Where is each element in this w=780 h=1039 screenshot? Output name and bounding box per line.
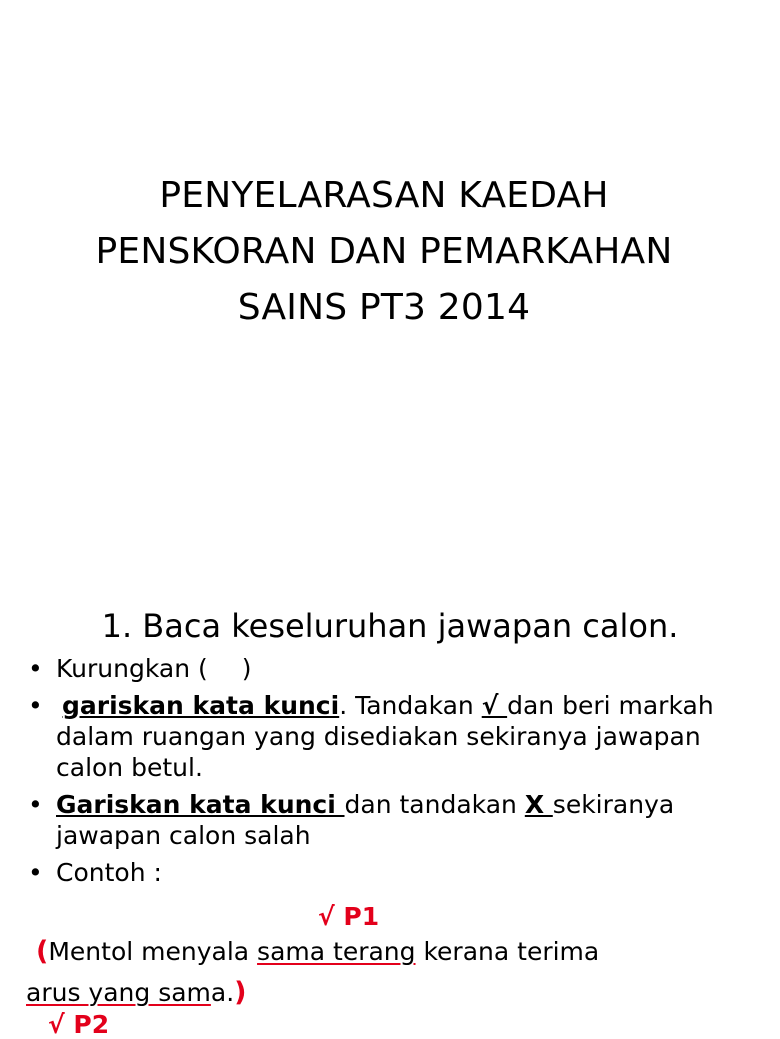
title-line-1: PENYELARASAN KAEDAH	[159, 175, 609, 216]
section-heading: 1. Baca keseluruhan jawapan calon.	[101, 607, 679, 645]
example-keyword-2: arus yang sam	[26, 978, 211, 1007]
bullet-garis-betul	[26, 690, 756, 783]
example-text-2: kerana terima	[415, 937, 600, 966]
kurungkan-close: )	[241, 654, 252, 683]
title-line-3: SAINS PT3 2014	[237, 287, 531, 328]
bullet-garis-salah	[26, 789, 756, 851]
mark-p2: √ P2	[48, 1010, 110, 1039]
example-text-1: Mentol menyala	[48, 937, 258, 966]
garis2-after: sekiranya jawapan calon salah	[56, 790, 675, 850]
bullet-kurungkan	[26, 653, 756, 684]
example-line-2	[26, 977, 247, 1009]
contoh-label: Contoh :	[56, 858, 162, 887]
mark-p1: √ P1	[318, 902, 380, 931]
keyword-underline-2: Gariskan kata kunci	[56, 790, 345, 819]
garis1-after: dan beri markah dalam ruangan yang disediakan sekiranya jawapan calon betul.	[56, 691, 714, 782]
tick-icon: √	[481, 691, 508, 720]
close-paren: )	[234, 977, 247, 1008]
title-line-2: PENSKORAN DAN PEMARKAHAN	[95, 231, 673, 272]
open-paren: (	[36, 936, 49, 967]
garis2-mid: dan tandakan	[344, 790, 525, 819]
example-keyword-1: sama terang	[257, 937, 416, 966]
slide-title	[0, 168, 768, 336]
example-text-3: a.	[210, 978, 235, 1007]
keyword-underline-1: gariskan kata kunci	[62, 691, 340, 720]
garis1-mid: . Tandakan	[339, 691, 482, 720]
instruction-list	[26, 653, 756, 894]
cross-mark-icon: X	[524, 790, 553, 819]
example-line-1	[36, 936, 599, 968]
kurungkan-text: Kurungkan (	[56, 654, 208, 683]
bullet-contoh	[26, 857, 756, 888]
